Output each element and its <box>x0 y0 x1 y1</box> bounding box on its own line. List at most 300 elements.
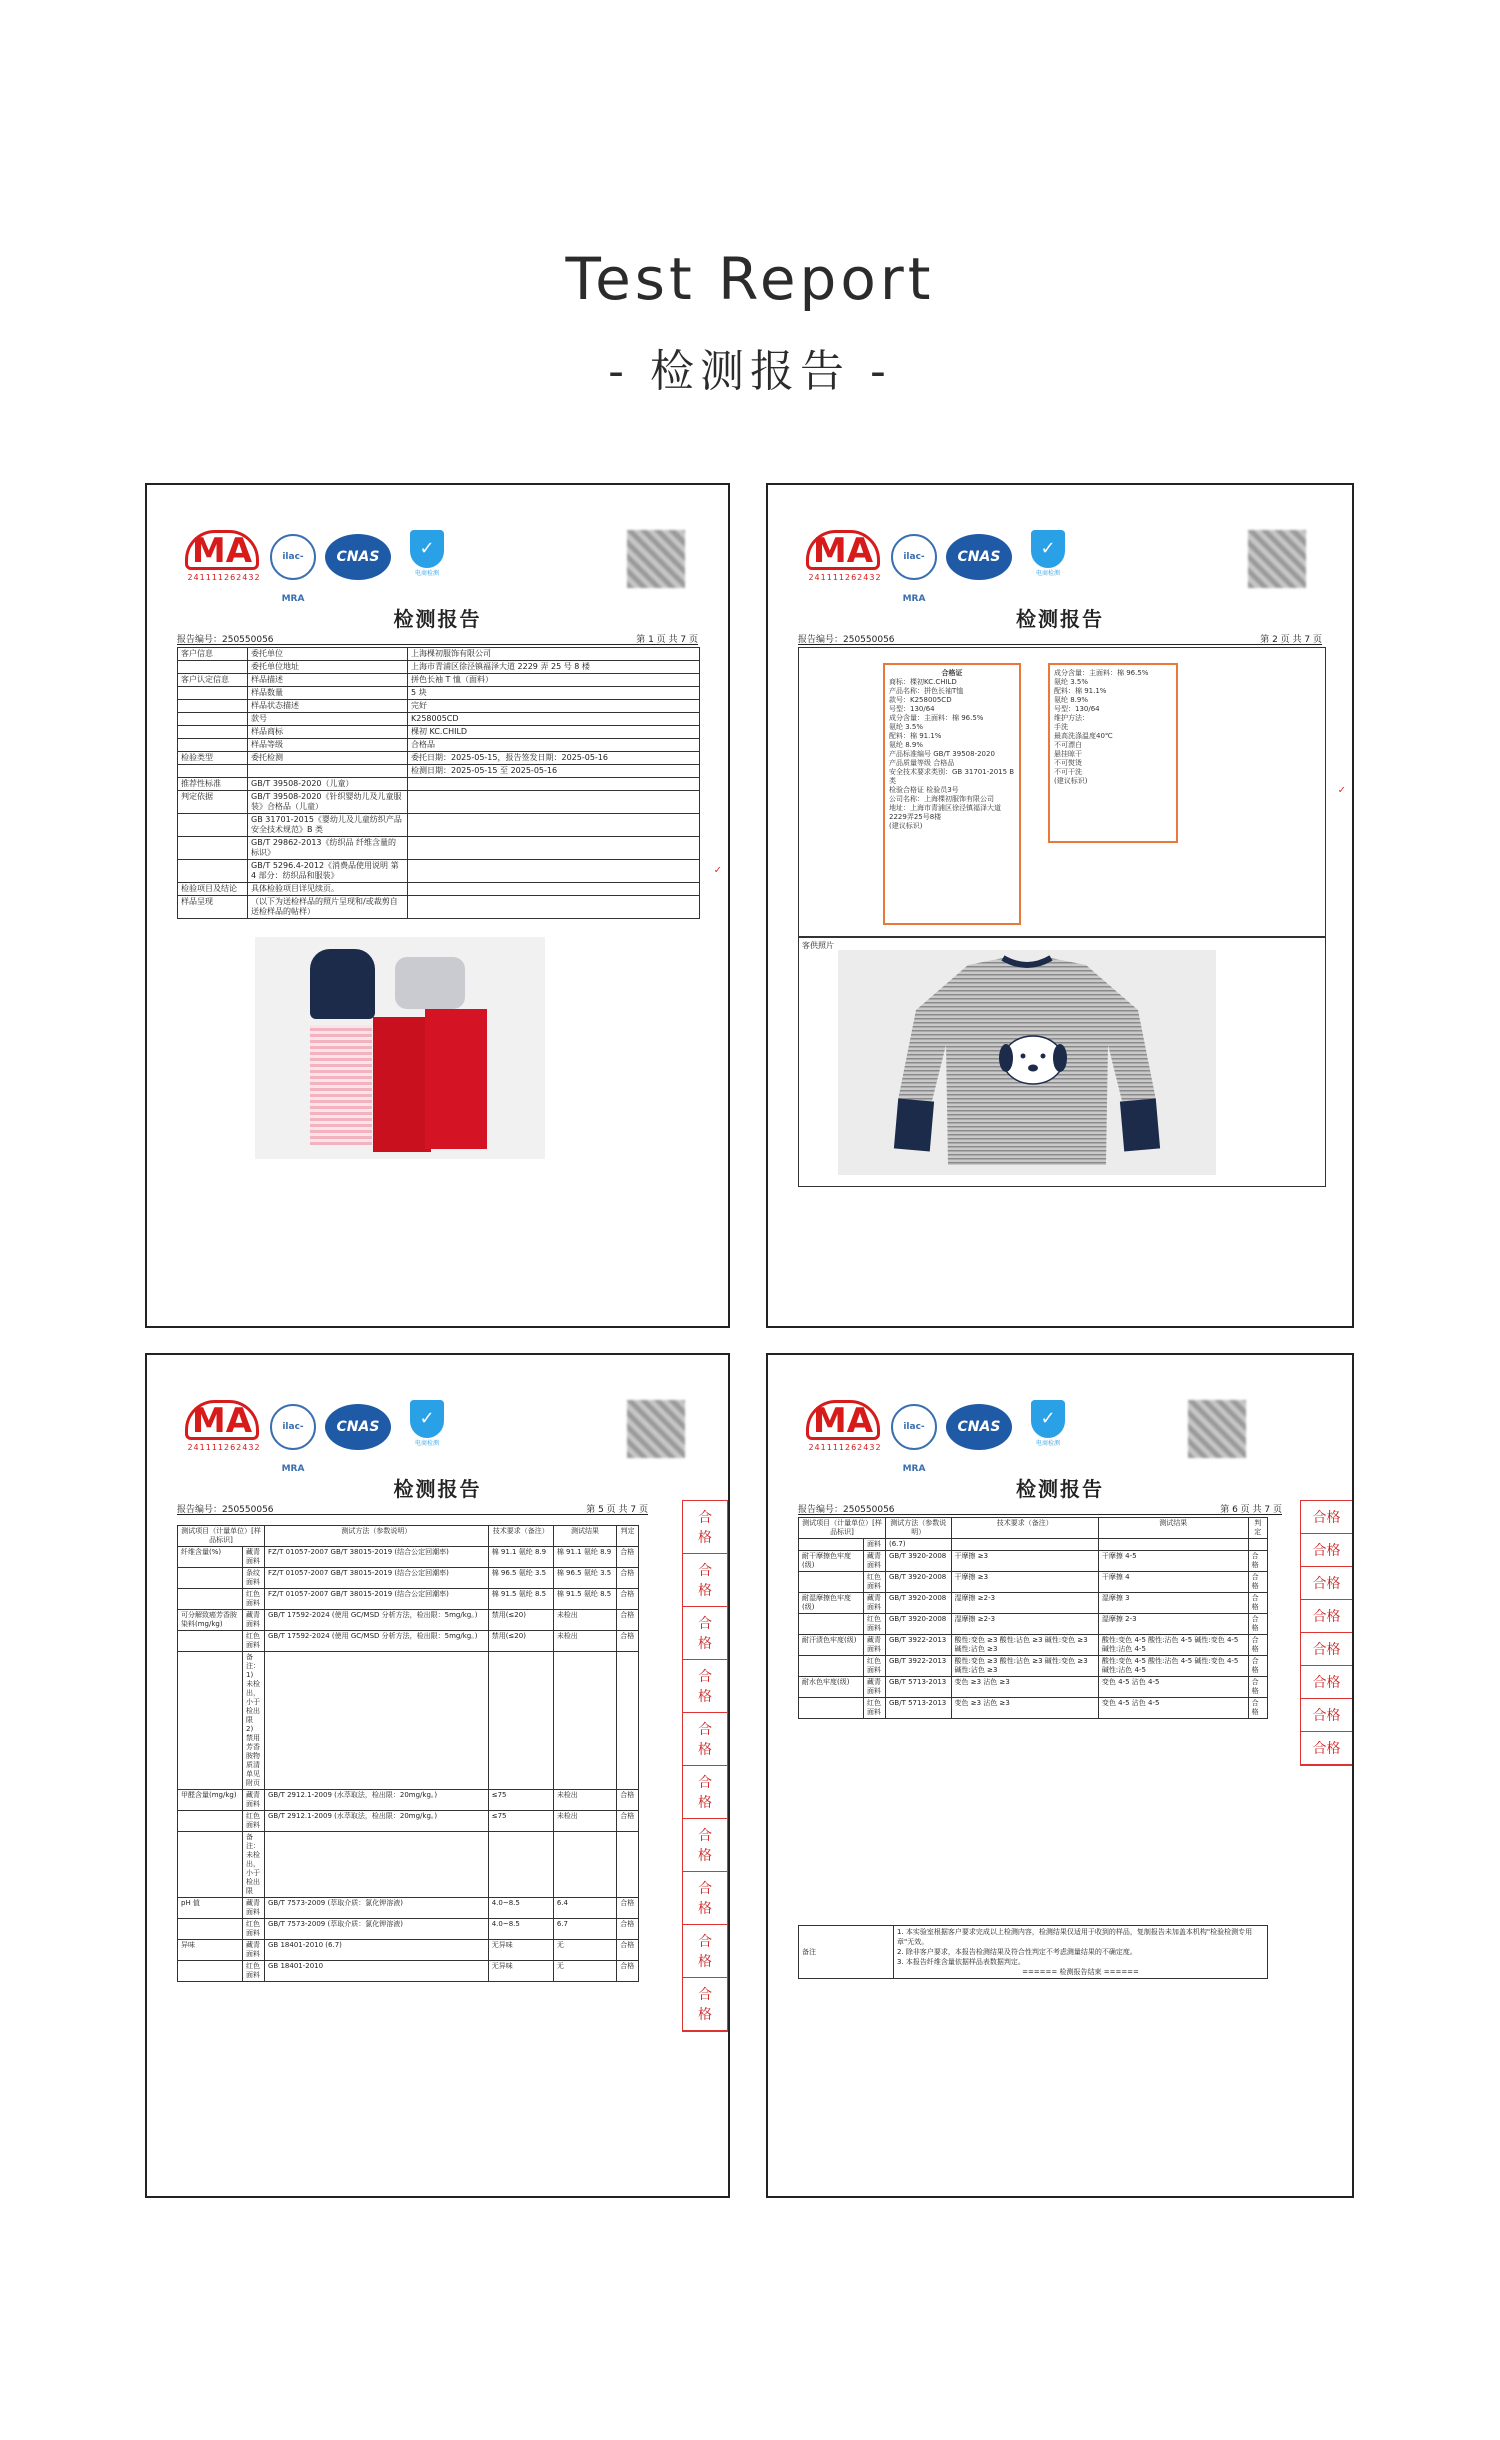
test-item <box>178 1961 243 1982</box>
row-value: 检测日期：2025-05-15 至 2025-05-16 <box>408 765 700 778</box>
sample-id: 藏青面料 <box>243 1940 265 1961</box>
table-row <box>178 778 700 791</box>
row-category: 样品呈现 <box>178 896 248 919</box>
pass-stamp: 合格 <box>1301 1501 1352 1534</box>
table-row <box>178 687 700 700</box>
row-category <box>178 713 248 726</box>
pass-stamp: 合格 <box>683 1713 727 1766</box>
test-method <box>265 1652 489 1790</box>
verdict: 合格 <box>1248 1551 1267 1572</box>
pass-stamp-column <box>682 1500 728 2032</box>
row-value: 上海市青浦区徐泾镇福泽大道 2229 弄 25 号 8 楼 <box>408 661 700 674</box>
test-item <box>178 1589 243 1610</box>
qr-code <box>1188 1400 1246 1458</box>
pink-striped-fabric <box>310 1025 372 1145</box>
result: 6.7 <box>553 1919 616 1940</box>
cma-logo: MA 241111262432 <box>185 530 263 588</box>
row-value <box>408 860 700 883</box>
test-method: FZ/T 01057-2007 GB/T 38015-2019 (结合公定回潮率) <box>265 1589 489 1610</box>
table-row <box>178 674 700 687</box>
test-item: 耐水色牢度(级) <box>799 1677 864 1698</box>
result: 棉 96.5 氨纶 3.5 <box>553 1568 616 1589</box>
test-item: 耐湿摩擦色牢度(级) <box>799 1593 864 1614</box>
verdict: 合格 <box>1248 1572 1267 1593</box>
table-row <box>799 1614 1268 1635</box>
hero-subtitle: - 检测报告 - <box>608 346 892 397</box>
label-line: (建议标识) <box>1054 777 1088 785</box>
requirement: 禁用(≤20) <box>488 1631 553 1652</box>
table-row <box>178 860 700 883</box>
column-header: 判定 <box>617 1526 639 1547</box>
test-method: (6.7) <box>886 1539 952 1551</box>
test-item <box>178 1631 243 1652</box>
care-label <box>1048 663 1178 843</box>
requirement: 湿摩擦 ≥2-3 <box>951 1614 1098 1635</box>
table-row <box>178 791 700 814</box>
cma-logo: MA 241111262432 <box>806 530 884 588</box>
shield-icon: ✓ 电商检测 <box>1028 1400 1068 1440</box>
table-row <box>799 1593 1268 1614</box>
report-number-line <box>177 632 698 645</box>
ilac-mra-logo: ilac-MRA <box>891 534 937 580</box>
row-value: 委托日期：2025-05-15，报告签发日期：2025-05-16 <box>408 752 700 765</box>
label-line: 地址：上海市青浦区徐泾镇福泽大道2229弄25号8楼 <box>889 804 1001 821</box>
doc-title: 检测报告 <box>393 607 482 631</box>
test-method: FZ/T 01057-2007 GB/T 38015-2019 (结合公定回潮率) <box>265 1568 489 1589</box>
table-row <box>799 1572 1268 1593</box>
test-item <box>799 1698 864 1719</box>
label-line: 号型：130/64 <box>889 705 935 713</box>
column-header: 测试方法（参数说明） <box>886 1518 952 1539</box>
table-row <box>178 1589 639 1610</box>
table-row <box>178 726 700 739</box>
label-line: 氨纶 8.9% <box>1054 696 1089 704</box>
test-item: 耐干摩擦色牢度(级) <box>799 1551 864 1572</box>
verdict: 合格 <box>617 1568 639 1589</box>
table-row <box>178 1811 639 1832</box>
table-row <box>799 1677 1268 1698</box>
row-field: 款号 <box>248 713 408 726</box>
row-category: 客户信息 <box>178 648 248 661</box>
verdict: 合格 <box>617 1589 639 1610</box>
sample-id: 藏青面料 <box>243 1547 265 1568</box>
verdict: 合格 <box>617 1811 639 1832</box>
table-row <box>799 1656 1268 1677</box>
report-page-5 <box>145 1353 730 2198</box>
report-page-1 <box>145 483 730 1328</box>
striped-tshirt-icon <box>838 950 1216 1175</box>
pass-stamp: 合格 <box>1301 1600 1352 1633</box>
row-value: K258005CD <box>408 713 700 726</box>
test-results-table <box>177 1525 639 1982</box>
column-header: 测试方法（参数说明） <box>265 1526 489 1547</box>
requirement: ≤75 <box>488 1811 553 1832</box>
requirement: ≤75 <box>488 1790 553 1811</box>
result: 未检出 <box>553 1811 616 1832</box>
verdict: 合格 <box>617 1631 639 1652</box>
label-line: 成分含量：主面料：棉 96.5% <box>889 714 984 722</box>
red-fabric-2 <box>425 1009 487 1149</box>
result: 干摩擦 4-5 <box>1098 1551 1248 1572</box>
test-item <box>178 1832 243 1898</box>
row-field: 委托单位 <box>248 648 408 661</box>
table-row <box>178 896 700 919</box>
pass-stamp: 合格 <box>683 1819 727 1872</box>
requirement <box>488 1832 553 1898</box>
row-value <box>408 837 700 860</box>
table-row <box>178 700 700 713</box>
test-method: GB/T 7573-2009 (萃取介质：氯化钾溶液) <box>265 1919 489 1940</box>
row-category: 客户认定信息 <box>178 674 248 687</box>
verdict: 合格 <box>1248 1677 1267 1698</box>
table-row <box>799 1698 1268 1719</box>
table-row <box>178 837 700 860</box>
verdict: 合格 <box>617 1940 639 1961</box>
notes-cell <box>894 1926 1268 1979</box>
sample-id: 红色面料 <box>243 1811 265 1832</box>
table-row <box>799 1539 1268 1551</box>
sample-id: 藏青面料 <box>864 1677 886 1698</box>
result: 未检出 <box>553 1631 616 1652</box>
table-row <box>178 1832 639 1898</box>
pass-stamp: 合格 <box>683 1660 727 1713</box>
test-method: GB/T 3920-2008 <box>886 1572 952 1593</box>
label-line: 款号：K258005CD <box>889 696 952 704</box>
note-1: 1. 本实验室根据客户要求完成以上检测内容，检测结果仅适用于收到的样品，复制报告未加盖本机构"检验检测专用章"无效。 <box>897 1928 1253 1946</box>
sample-id: 红色面料 <box>243 1961 265 1982</box>
label-line: 手洗 <box>1054 723 1068 731</box>
label-line: 商标：棵初KC.CHILD <box>889 678 957 686</box>
requirement: 禁用(≤20) <box>488 1610 553 1631</box>
row-field: 样品等级 <box>248 739 408 752</box>
test-item <box>799 1656 864 1677</box>
row-field: GB/T 29862-2013《纺织品 纤维含量的标识》 <box>248 837 408 860</box>
ilac-mra-logo: ilac-MRA <box>270 1404 316 1450</box>
test-item <box>178 1919 243 1940</box>
table-row <box>178 739 700 752</box>
row-category: 检验项目及结论 <box>178 883 248 896</box>
notes-label: 备注 <box>799 1926 894 1979</box>
column-header: 技术要求（备注） <box>488 1526 553 1547</box>
row-field: GB/T 39508-2020（儿童） <box>248 778 408 791</box>
sample-id: 红色面料 <box>864 1572 886 1593</box>
requirement: 棉 91.5 氨纶 8.5 <box>488 1589 553 1610</box>
result: 无 <box>553 1940 616 1961</box>
label-line: 号型：130/64 <box>1054 705 1100 713</box>
test-item <box>799 1572 864 1593</box>
table-row <box>178 648 700 661</box>
verdict: 合格 <box>1248 1635 1267 1656</box>
label-line: 不可干洗 <box>1054 768 1082 776</box>
row-field: GB/T 5296.4-2012《消费品使用说明 第 4 部分：纺织品和服装》 <box>248 860 408 883</box>
cnas-logo: CNAS <box>325 534 391 580</box>
report-header <box>806 1400 1326 1474</box>
sample-id: 藏青面料 <box>243 1790 265 1811</box>
pass-stamp: 合格 <box>1301 1666 1352 1699</box>
pass-stamp: 合格 <box>683 1607 727 1660</box>
test-item <box>178 1652 243 1790</box>
requirement <box>488 1652 553 1790</box>
label-line: 配料：棉 91.1% <box>1054 687 1107 695</box>
table-row <box>178 1652 639 1790</box>
label-line: 产品名称：拼色长袖T恤 <box>889 687 964 695</box>
row-value: 合格品 <box>408 739 700 752</box>
column-header: 测试项目（计量单位）[样品标识] <box>799 1518 886 1539</box>
doc-title: 检测报告 <box>1016 607 1104 631</box>
test-method: GB/T 2912.1-2009 (水萃取法，检出限：20mg/kg。) <box>265 1790 489 1811</box>
test-method: GB/T 2912.1-2009 (水萃取法，检出限：20mg/kg。) <box>265 1811 489 1832</box>
result: 未检出 <box>553 1610 616 1631</box>
row-value: 棵初 KC.CHILD <box>408 726 700 739</box>
note-2: 2. 除非客户要求，本报告检测结果及符合性判定不考虑测量结果的不确定度。 <box>897 1948 1137 1956</box>
row-category <box>178 860 248 883</box>
column-header: 测试项目（计量单位）[样品标识] <box>178 1526 265 1547</box>
row-field: 样品描述 <box>248 674 408 687</box>
test-method: GB/T 17592-2024 (使用 GC/MSD 分析方法，检出限：5mg/kg。) <box>265 1610 489 1631</box>
sample-photo <box>255 937 545 1159</box>
table-row <box>178 1940 639 1961</box>
note-3: 3. 本报告纤维含量依据样品表数据判定。 <box>897 1958 1025 1966</box>
verdict <box>1248 1539 1267 1551</box>
label-line: 悬挂晾干 <box>1054 750 1082 758</box>
verdict: 合格 <box>617 1919 639 1940</box>
row-category <box>178 765 248 778</box>
result: 6.4 <box>553 1898 616 1919</box>
table-row <box>178 1919 639 1940</box>
cma-logo: MA 241111262432 <box>185 1400 263 1458</box>
sample-id: 红色面料 <box>864 1614 886 1635</box>
test-method: GB/T 17592-2024 (使用 GC/MSD 分析方法，检出限：5mg/kg。) <box>265 1631 489 1652</box>
grey-fabric <box>395 957 465 1009</box>
page-number: 第 5 页 共 7 页 <box>586 1505 648 1515</box>
table-row <box>799 1635 1268 1656</box>
result: 棉 91.1 氨纶 8.9 <box>553 1547 616 1568</box>
verdict: 合格 <box>617 1790 639 1811</box>
result: 未检出 <box>553 1790 616 1811</box>
report-number: 报告编号：250550056 <box>177 635 274 645</box>
label-line: 最高洗涤温度40℃ <box>1054 732 1113 740</box>
doc-title: 检测报告 <box>1016 1477 1104 1501</box>
row-value: 5 块 <box>408 687 700 700</box>
row-value: 拼色长袖 T 恤（面料） <box>408 674 700 687</box>
result: 变色 4-5 沾色 4-5 <box>1098 1698 1248 1719</box>
requirement: 干摩擦 ≥3 <box>951 1551 1098 1572</box>
sample-id: 红色面料 <box>864 1656 886 1677</box>
ilac-mra-logo: ilac-MRA <box>891 1404 937 1450</box>
report-number-line <box>798 1502 1282 1515</box>
row-category <box>178 814 248 837</box>
sample-id: 藏青面料 <box>864 1551 886 1572</box>
row-value <box>408 778 700 791</box>
shield-icon: ✓ 电商检测 <box>407 1400 447 1440</box>
row-value <box>408 896 700 919</box>
pass-stamp: 合格 <box>683 1554 727 1607</box>
report-page-2 <box>766 483 1354 1328</box>
sample-id: 红色面料 <box>243 1631 265 1652</box>
page-number: 第 2 页 共 7 页 <box>1260 635 1322 645</box>
result <box>553 1652 616 1790</box>
table-row <box>178 1898 639 1919</box>
cnas-logo: CNAS <box>946 1404 1012 1450</box>
red-fabric-1 <box>373 1017 431 1152</box>
row-field: 样品数量 <box>248 687 408 700</box>
result: 酸性:变色 4-5 酸性:沾色 4-5 碱性:变色 4-5 碱性:沾色 4-5 <box>1098 1656 1248 1677</box>
test-method: GB/T 5713-2013 <box>886 1698 952 1719</box>
table-row <box>178 1547 639 1568</box>
row-value <box>408 814 700 837</box>
test-item <box>178 1568 243 1589</box>
requirement: 4.0~8.5 <box>488 1919 553 1940</box>
sample-id: 藏青面料 <box>243 1898 265 1919</box>
label-line: 产品质量等级 合格品 <box>889 759 955 767</box>
table-row <box>178 765 700 778</box>
end-line: ====== 检测报告结束 ====== <box>1022 1968 1139 1976</box>
table-row <box>178 1631 639 1652</box>
sample-id: 备注：1) 未检出，小于检出限 2) 禁用芳香胺物质清单见附页 <box>243 1652 265 1790</box>
row-value: 上海棵初服饰有限公司 <box>408 648 700 661</box>
navy-fabric <box>310 949 375 1019</box>
table-header-row <box>799 1518 1268 1539</box>
label-line: 氨纶 3.5% <box>889 723 924 731</box>
label-line: 不可漂白 <box>1054 741 1082 749</box>
requirement: 干摩擦 ≥3 <box>951 1572 1098 1593</box>
requirement: 棉 91.1 氨纶 8.9 <box>488 1547 553 1568</box>
table-row <box>178 1568 639 1589</box>
row-category <box>178 837 248 860</box>
report-number: 报告编号：250550056 <box>798 1505 895 1515</box>
test-method: GB 18401-2010 <box>265 1961 489 1982</box>
row-category <box>178 726 248 739</box>
test-method: GB/T 3920-2008 <box>886 1614 952 1635</box>
requirement: 酸性:变色 ≥3 酸性:沾色 ≥3 碱性:变色 ≥3 碱性:沾色 ≥3 <box>951 1656 1098 1677</box>
shield-icon: ✓ 电商检测 <box>1028 530 1068 570</box>
test-item: 纤维含量(%) <box>178 1547 243 1568</box>
result <box>553 1832 616 1898</box>
result: 棉 91.5 氨纶 8.5 <box>553 1589 616 1610</box>
hero-title: Test Report <box>565 245 935 313</box>
verdict <box>617 1832 639 1898</box>
sample-info-table <box>177 647 700 919</box>
pass-stamp: 合格 <box>683 1766 727 1819</box>
cma-logo: MA 241111262432 <box>806 1400 884 1458</box>
pass-stamp: 合格 <box>683 1925 727 1978</box>
sample-id: 备注：未检出，小于检出限 <box>243 1832 265 1898</box>
test-method: GB/T 3920-2008 <box>886 1593 952 1614</box>
doc-title: 检测报告 <box>393 1477 482 1501</box>
pass-stamp: 合格 <box>1301 1699 1352 1732</box>
test-item: pH 值 <box>178 1898 243 1919</box>
row-field: 样品商标 <box>248 726 408 739</box>
ilac-mra-logo: ilac-MRA <box>270 534 316 580</box>
row-field: （以下为送检样品的照片呈现和/或裁剪自送检样品的帖样） <box>248 896 408 919</box>
test-item: 可分解致癌芳香胺染料(mg/kg) <box>178 1610 243 1631</box>
result: 酸性:变色 4-5 酸性:沾色 4-5 碱性:变色 4-5 碱性:沾色 4-5 <box>1098 1635 1248 1656</box>
table-row <box>178 713 700 726</box>
sample-id: 面料 <box>864 1539 886 1551</box>
sample-id: 红色面料 <box>243 1919 265 1940</box>
test-method: GB/T 5713-2013 <box>886 1677 952 1698</box>
cnas-logo: CNAS <box>946 534 1012 580</box>
test-method <box>265 1832 489 1898</box>
test-item <box>799 1614 864 1635</box>
label-line: 合格证 <box>941 669 963 677</box>
requirement <box>951 1539 1098 1551</box>
sample-id: 红色面料 <box>243 1589 265 1610</box>
test-item: 甲醛含量(mg/kg) <box>178 1790 243 1811</box>
pass-stamp: 合格 <box>683 1872 727 1925</box>
column-header: 技术要求（备注） <box>951 1518 1098 1539</box>
verdict: 合格 <box>1248 1656 1267 1677</box>
requirement: 酸性:变色 ≥3 酸性:沾色 ≥3 碱性:变色 ≥3 碱性:沾色 ≥3 <box>951 1635 1098 1656</box>
result: 干摩擦 4 <box>1098 1572 1248 1593</box>
label-line: 成分含量：主面料：棉 96.5% <box>1054 669 1149 677</box>
sample-id: 藏青面料 <box>243 1610 265 1631</box>
pass-stamp: 合格 <box>1301 1732 1352 1765</box>
requirement: 无异味 <box>488 1940 553 1961</box>
tshirt-photo <box>838 950 1216 1175</box>
result: 无 <box>553 1961 616 1982</box>
test-item: 异味 <box>178 1940 243 1961</box>
sample-id: 藏青面料 <box>864 1593 886 1614</box>
row-category: 判定依据 <box>178 791 248 814</box>
pass-stamp: 合格 <box>683 1978 727 2031</box>
label-line: 安全技术要求类别：GB 31701-2015 B类 <box>889 768 1015 785</box>
result: 变色 4-5 沾色 4-5 <box>1098 1677 1248 1698</box>
report-number: 报告编号：250550056 <box>177 1505 274 1515</box>
table-row <box>178 1961 639 1982</box>
pass-stamp: 合格 <box>1301 1567 1352 1600</box>
row-field: 样品状态描述 <box>248 700 408 713</box>
requirement: 变色 ≥3 沾色 ≥3 <box>951 1698 1098 1719</box>
result <box>1098 1539 1248 1551</box>
test-item <box>178 1811 243 1832</box>
table-row <box>178 661 700 674</box>
label-line: 公司名称：上海棵初服饰有限公司 <box>889 795 994 803</box>
column-header: 判定 <box>1248 1518 1267 1539</box>
report-number-line <box>177 1502 648 1515</box>
test-method: GB/T 3922-2013 <box>886 1635 952 1656</box>
table-row <box>178 752 700 765</box>
verdict: 合格 <box>1248 1698 1267 1719</box>
table-row <box>799 1551 1268 1572</box>
label-line: 产品标准编号 GB/T 39508-2020 <box>889 750 995 758</box>
row-value: 完好 <box>408 700 700 713</box>
label-line: 氨纶 8.9% <box>889 741 924 749</box>
verdict: 合格 <box>617 1898 639 1919</box>
test-method: GB/T 3920-2008 <box>886 1551 952 1572</box>
table-row <box>178 814 700 837</box>
report-number: 报告编号：250550056 <box>798 635 895 645</box>
row-category <box>178 700 248 713</box>
qr-code <box>627 1400 685 1458</box>
result: 湿摩擦 2-3 <box>1098 1614 1248 1635</box>
table-header-row <box>178 1526 639 1547</box>
colorfastness-table <box>798 1517 1268 1719</box>
row-category <box>178 687 248 700</box>
report-header <box>185 530 705 604</box>
pass-stamp: 合格 <box>1301 1534 1352 1567</box>
test-method: GB 18401-2010 (6.7) <box>265 1940 489 1961</box>
row-field: GB 31701-2015《婴幼儿及儿童纺织产品安全技术规范》B 类 <box>248 814 408 837</box>
row-value <box>408 883 700 896</box>
test-method: FZ/T 01057-2007 GB/T 38015-2019 (结合公定回潮率) <box>265 1547 489 1568</box>
table-row <box>178 883 700 896</box>
report-header <box>806 530 1326 604</box>
photo-caption: 客供照片 <box>802 941 834 950</box>
column-header: 测试结果 <box>1098 1518 1248 1539</box>
label-line: 维护方法： <box>1054 714 1089 722</box>
test-item <box>799 1539 864 1551</box>
